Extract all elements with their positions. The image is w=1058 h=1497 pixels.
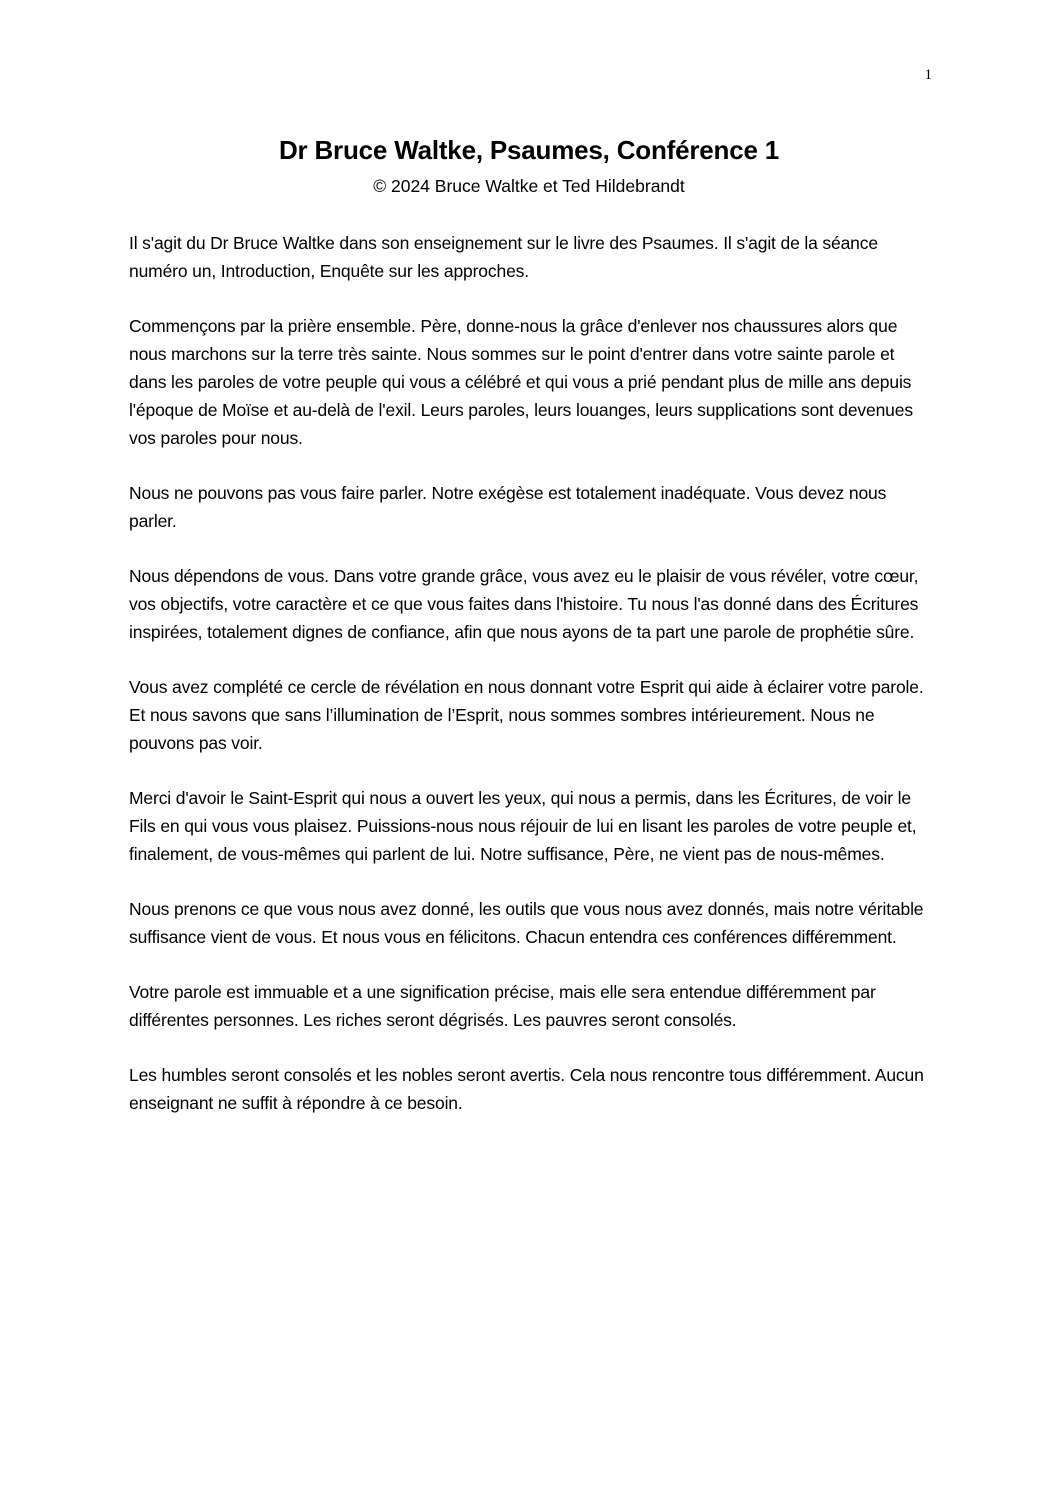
paragraph-2: Commençons par la prière ensemble. Père, donne-nous la grâce d'enlever nos chaussures alors que nous marchons sur la terre très sainte. Nous sommes sur le point d'entrer dans votre sainte parole et dans les paroles de votre peuple qui vous a célébré et qui vous a prié pendant plus de mille ans depuis l'époque de Moïse et au-delà de l'exil. Leurs paroles, leurs louanges, leurs supplications sont devenues vos paroles pour nous.: [129, 316, 913, 448]
paragraph-3: Nous ne pouvons pas vous faire parler. Notre exégèse est totalement inadéquate. Vous devez nous parler.: [129, 483, 887, 531]
paragraph-7: Nous prenons ce que vous nous avez donné, les outils que vous nous avez donnés, mais notre véritable suffisance vient de vous. Et nous vous en félicitons. Chacun entendra ces conférences différemment.: [129, 899, 924, 947]
document-body: [129, 229, 929, 1144]
paragraph-8: Votre parole est immuable et a une signification précise, mais elle sera entendue différemment par différentes personnes. Les riches seront dégrisés. Les pauvres seront consolés.: [129, 982, 876, 1030]
paragraph-5: Vous avez complété ce cercle de révélation en nous donnant votre Esprit qui aide à éclairer votre parole. Et nous savons que sans l’illumination de l’Esprit, nous sommes sombres intérieurement. Nous ne pouvons pas voir.: [129, 677, 924, 753]
paragraph-1: Il s'agit du Dr Bruce Waltke dans son enseignement sur le livre des Psaumes. Il s'agit de la séance numéro un, Introduction, Enquête sur les approches.: [129, 233, 878, 281]
document-title: Dr Bruce Waltke, Psaumes, Conférence 1: [278, 135, 780, 165]
paragraph-9: Les humbles seront consolés et les nobles seront avertis. Cela nous rencontre tous différemment. Aucun enseignant ne suffit à répondre à ce besoin.: [129, 1065, 924, 1113]
copyright-line: © 2024 Bruce Waltke et Ted Hildebrandt: [373, 176, 685, 196]
paragraph-4: Nous dépendons de vous. Dans votre grande grâce, vous avez eu le plaisir de vous révéler, votre cœur, vos objectifs, votre caractère et ce que vous faites dans l'histoire. Tu nous l'as donné dans des Écritures inspirées, totalement dignes de confiance, afin que nous ayons de ta part une parole de prophétie sûre.: [129, 566, 919, 642]
page-number: 1: [924, 67, 932, 83]
paragraph-6: Merci d'avoir le Saint-Esprit qui nous a ouvert les yeux, qui nous a permis, dans les Écritures, de voir le Fils en qui vous vous plaisez. Puissions-nous nous réjouir de lui en lisant les paroles de votre peuple et, finalement, de vous-mêmes qui parlent de lui. Notre suffisance, Père, ne vient pas de nous-mêmes.: [129, 788, 917, 864]
